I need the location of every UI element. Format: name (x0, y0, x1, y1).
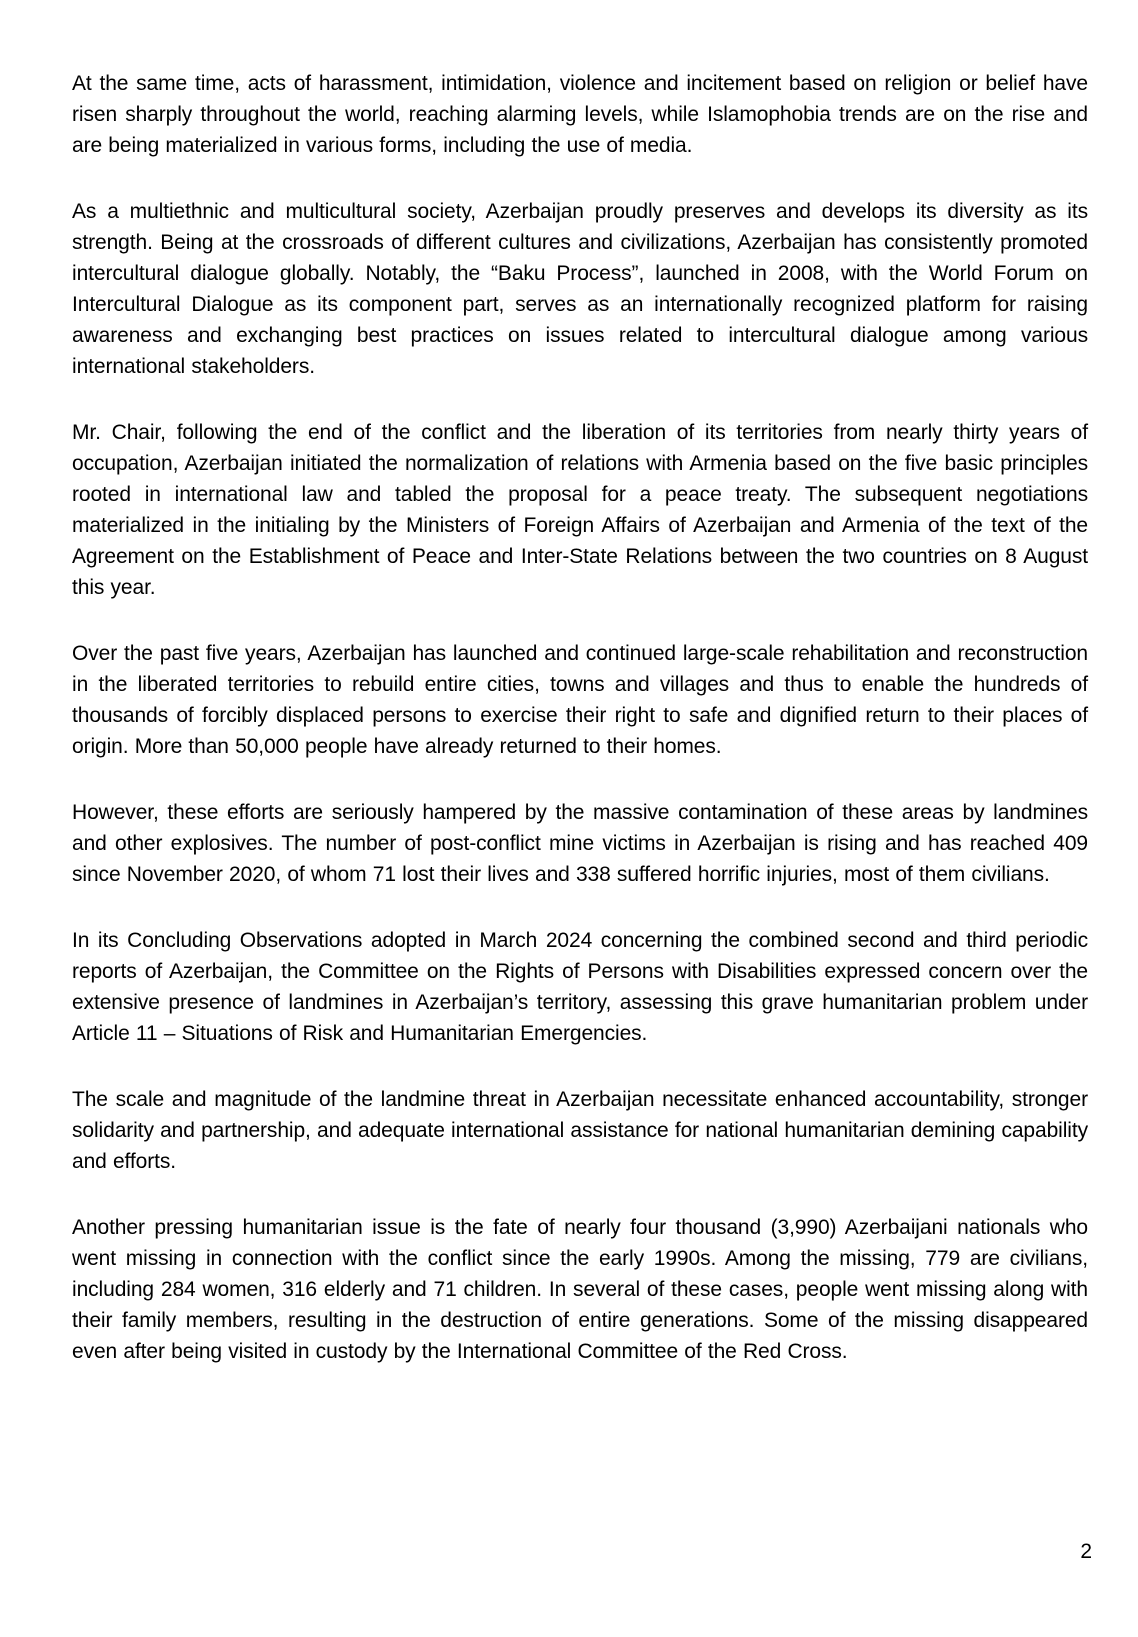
document-body (72, 68, 1088, 1367)
paragraph-multiethnic-society: As a multiethnic and multicultural society, Azerbaijan proudly preserves and develops its diversity as its strength. Being at the crossroads of different cultures and civilizations, Azerbaijan has consistently promoted intercultural dialogue globally. Notably, the “Baku Process”, launched in 2008, with the World Forum on Intercultural Dialogue as its component part, serves as an internationally recognized platform for raising awareness and exchanging best practices on issues related to intercultural dialogue among various international stakeholders. (72, 200, 1088, 378)
paragraph-harassment-trends: At the same time, acts of harassment, intimidation, violence and incitement based on religion or belief have risen sharply throughout the world, reaching alarming levels, while Islamophobia trends are on the rise and are being materialized in various forms, including the use of media. (72, 72, 1088, 157)
page-footer (1080, 1536, 1092, 1567)
paragraph-mr-chair-normalization: Mr. Chair, following the end of the conflict and the liberation of its territories from nearly thirty years of occupation, Azerbaijan initiated the normalization of relations with Armenia based on the five basic principles rooted in international law and tabled the proposal for a peace treaty. The subsequent negotiations materialized in the initialing by the Ministers of Foreign Affairs of Azerbaijan and Armenia of the text of the Agreement on the Establishment of Peace and Inter-State Relations between the two countries on 8 August this year. (72, 421, 1088, 599)
paragraph-rehabilitation-reconstruction: Over the past five years, Azerbaijan has launched and continued large-scale rehabilitation and reconstruction in the liberated territories to rebuild entire cities, towns and villages and thus to enable the hundreds of thousands of forcibly displaced persons to exercise their right to safe and dignified return to their places of origin. More than 50,000 people have already returned to their homes. (72, 642, 1088, 758)
page-number: 2 (1080, 1540, 1092, 1563)
paragraph-landmine-threat-scale: The scale and magnitude of the landmine threat in Azerbaijan necessitate enhanced accountability, stronger solidarity and partnership, and adequate international assistance for national humanitarian demining capability and efforts. (72, 1088, 1088, 1173)
paragraph-landmine-victims: However, these efforts are seriously hampered by the massive contamination of these areas by landmines and other explosives. The number of post-conflict mine victims in Azerbaijan is rising and has reached 409 since November 2020, of whom 71 lost their lives and 338 suffered horrific injuries, most of them civilians. (72, 801, 1088, 886)
paragraph-concluding-observations: In its Concluding Observations adopted in March 2024 concerning the combined second and third periodic reports of Azerbaijan, the Committee on the Rights of Persons with Disabilities expressed concern over the extensive presence of landmines in Azerbaijan’s territory, assessing this grave humanitarian problem under Article 11 – Situations of Risk and Humanitarian Emergencies. (72, 929, 1088, 1045)
paragraph-missing-persons: Another pressing humanitarian issue is the fate of nearly four thousand (3,990) Azerbaijani nationals who went missing in connection with the conflict since the early 1990s. Among the missing, 779 are civilians, including 284 women, 316 elderly and 71 children. In several of these cases, people went missing along with their family members, resulting in the destruction of entire generations. Some of the missing disappeared even after being visited in custody by the International Committee of the Red Cross. (72, 1216, 1088, 1363)
